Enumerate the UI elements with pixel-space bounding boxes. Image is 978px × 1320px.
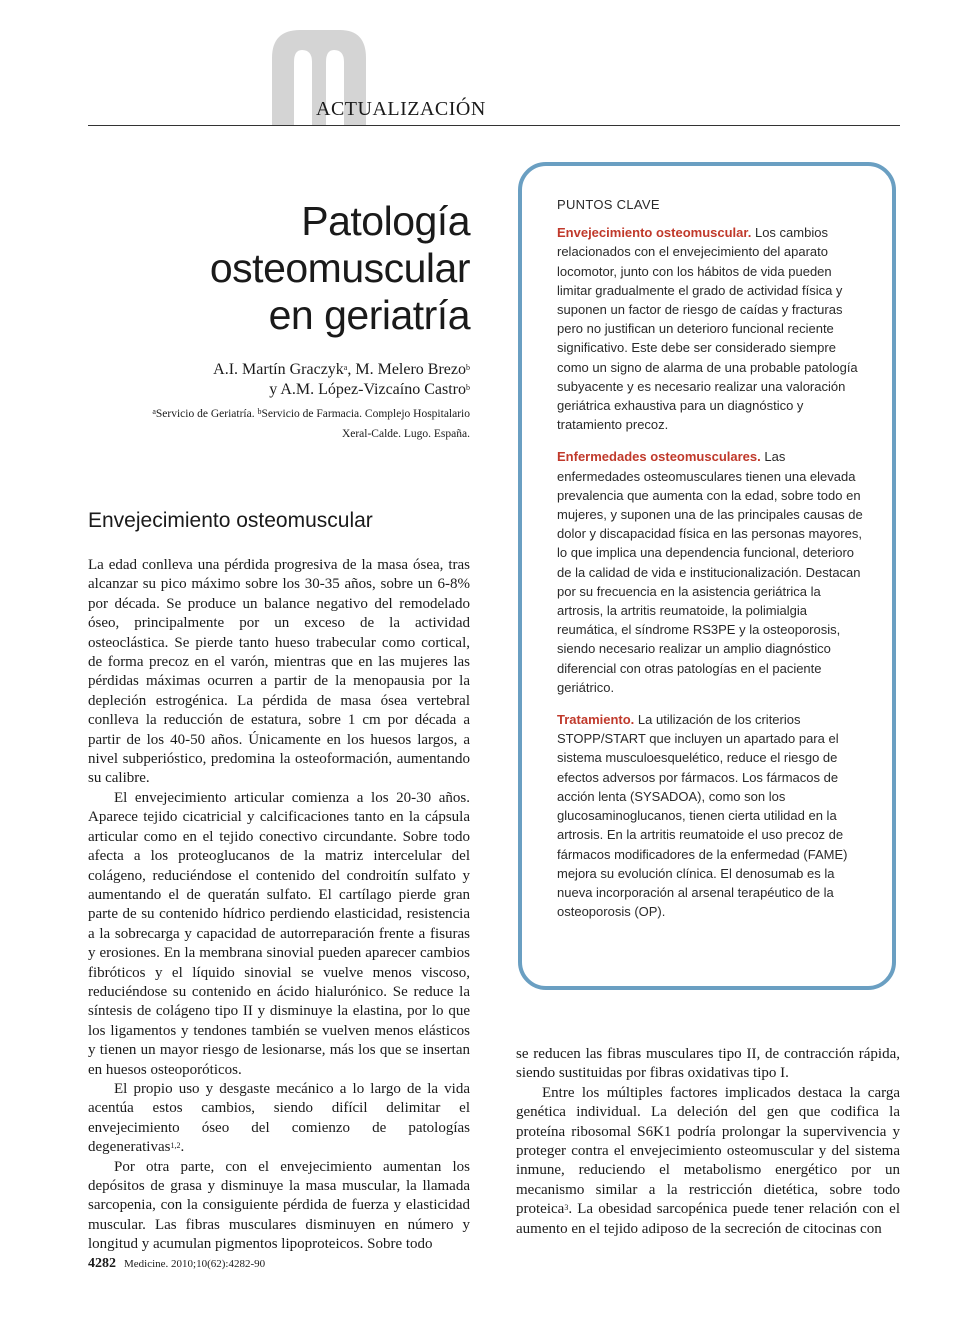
- section-heading: Envejecimiento osteomuscular: [88, 509, 373, 532]
- paragraph-text: . La obesidad sarcopénica puede tener relación con el aumento en el tejido adiposo de la secreción de citocinas con: [516, 1201, 900, 1237]
- affiliation-text: Servicio de Farmacia. Complejo Hospitalario: [261, 408, 470, 420]
- key-points-title: PUNTOS CLAVE: [557, 197, 660, 212]
- body-column-left: [88, 556, 470, 1255]
- author-name: , M. Melero Brezo: [347, 361, 466, 378]
- title-line: Patología: [301, 198, 470, 244]
- body-column-right: [516, 1045, 900, 1239]
- body-paragraph: Por otra parte, con el envejecimiento aumentan los depósitos de grasa y disminuye la masa muscular, la llamada sarcopenia, con la consiguiente pérdida de fuerza y elasticidad muscular. Las fibras musculares disminuyen en número y longitud y acumulan pigmentos lipoproteicos. Sobre todo: [88, 1158, 470, 1253]
- affiliation-text: Xeral-Calde. Lugo. España.: [341, 428, 470, 440]
- affiliation-marker: b: [466, 363, 470, 372]
- citation-ref: 3: [564, 1203, 569, 1213]
- key-point-heading: Enfermedades osteomusculares.: [557, 449, 761, 465]
- affiliation-text: Servicio de Geriatría.: [155, 408, 258, 420]
- affiliation-marker: a: [343, 363, 348, 372]
- body-paragraph: [516, 1084, 900, 1239]
- key-point-item: [557, 447, 863, 697]
- paragraph-text: .: [180, 1139, 185, 1156]
- header-divider: [88, 125, 900, 126]
- key-point-item: [557, 710, 863, 921]
- key-point-heading: Envejecimiento osteomuscular.: [557, 225, 752, 241]
- key-point-text: Las enfermedades osteomusculares tienen una elevada prevalencia que aumenta con la edad, sobre todo en mujeres, y suponen una de las principales causas de dolor y discapacidad física en las personas mayores, lo que implica una dependencia funcional, deterioro de la calidad de vida e institucionalización. Destacan por su frecuencia en la asistencia geriátrica la artrosis, la artritis reumatoide, la polimialgia reumática, el síndrome RS3PE y la osteoporosis, siendo necesario realizar un amplio diagnóstico diferencial con otras patologías en el paciente geriátrico.: [557, 449, 863, 695]
- section-label: ACTUALIZACIÓN: [316, 98, 486, 120]
- key-point-text: Los cambios relacionados con el envejecimiento del aparato locomotor, junto con los hábitos de vida pueden limitar gradualmente el grado de actividad física y suponen un factor de riesgo de caídas y fracturas pero no justifican un deterioro funcional reciente significativo. Este debe ser considerado siempre como un signo de alarma de una probable patología subyacente y es necesario realizar una valoración geriátrica exhaustiva para un diagnóstico y tratamiento precoz.: [557, 225, 858, 433]
- body-paragraph: [88, 1080, 470, 1158]
- citation-ref: 1,2: [170, 1141, 181, 1151]
- author-name: y A.M. López-Vizcaíno Castro: [269, 381, 466, 398]
- author-list: [88, 360, 470, 400]
- journal-reference: Medicine. 2010;10(62):4282-90: [124, 1258, 266, 1270]
- body-paragraph: La edad conlleva una pérdida progresiva de la masa ósea, tras alcanzar su pico máximo sobre los 30-35 años, sobre un 6-8% por década. Se produce un balance negativo del remodelado óseo, principalmente por un exceso de la actividad osteoclástica. Se pierde tanto hueso trabecular como cortical, de forma precoz en el varón, mientras que en las mujeres las pérdidas máximas ocurren a partir de la menopausia por la depleción estrogénica. La pérdida de masa ósea vertebral conlleva la reducción de estatura, sobre 1 cm por década a partir de los 40-50 años. Únicamente en los huesos largos, a nivel subperióstico, predomina la osteoformación, aumentando su calibre.: [88, 557, 470, 787]
- key-point-heading: Tratamiento.: [557, 712, 635, 728]
- title-line: en geriatría: [268, 292, 470, 338]
- paragraph-text: Entre los múltiples factores implicados destaca la carga genética individual. La deleción del gen que codifica la proteína ribosomal S6K1 podría prolongar la supervivencia y proteger contra el envejecimiento osteomuscular y del sistema inmune, reduciendo el metabolismo energético por un mecanismo similar a la restricción dietética, sobre todo proteica: [516, 1084, 900, 1218]
- body-paragraph: se reducen las fibras musculares tipo II, de contracción rápida, siendo sustituidas por fibras oxidativas tipo I.: [516, 1046, 900, 1082]
- key-point-text: La utilización de los criterios STOPP/START que incluyen un apartado para el sistema musculoesquelético, reduce el riesgo de efectos adversos por fármacos. Los fármacos de acción lenta (SYSADOA), como son los glucosaminoglucanos, tienen cierta utilidad en la artrosis. En la artritis reumatoide el uso precoz de fármacos modificadores de la enfermedad (FAME) mejora su evolución clínica. El denosumab es la nueva incorporación al arsenal terapéutico de la osteoporosis (OP).: [557, 712, 848, 920]
- article-title: [88, 198, 470, 339]
- key-points-content: [557, 195, 863, 934]
- affiliation-marker: b: [466, 383, 470, 392]
- affiliations: [88, 404, 470, 444]
- affiliation-marker: b: [257, 407, 262, 416]
- paragraph-text: El propio uso y desgaste mecánico a lo largo de la vida acentúa estos cambios, siendo difícil delimitar el envejecimiento óseo del comienzo de patologías degenerativas: [88, 1080, 470, 1156]
- page-footer: [88, 1256, 265, 1272]
- affiliation-marker: a: [152, 407, 156, 416]
- title-line: osteomuscular: [209, 245, 470, 291]
- key-point-item: [557, 223, 863, 434]
- body-paragraph: El envejecimiento articular comienza a los 20-30 años. Aparece tejido cicatricial y calcificaciones tanto en la cápsula articular como en el tejido conectivo circundante. Sobre todo afecta a los proteoglucanos de la matriz intercelular del colágeno, reduciéndose el contenido del condroitín sulfato y aumentando el de queratán sulfato. El cartílago pierde gran parte de su contenido hídrico perdiendo elasticidad, resistencia a la sobrecarga y capacidad de autorreparación frente a fisuras y erosiones. En la membrana sinovial pueden aparecer cambios fibróticos y el líquido sinovial se vuelve menos viscoso, reduciéndose su contenido en ácido hialurónico. Se reduce la síntesis de colágeno tipo II y disminuye la elastina, por lo que los ligamentos y tendones también se vuelven menos elásticos y tienen un mayor riesgo de lesionarse, más los que se insertan en huesos osteoporóticos.: [88, 789, 470, 1078]
- page-number: 4282: [88, 1256, 116, 1271]
- author-name: A.I. Martín Graczyk: [213, 361, 344, 378]
